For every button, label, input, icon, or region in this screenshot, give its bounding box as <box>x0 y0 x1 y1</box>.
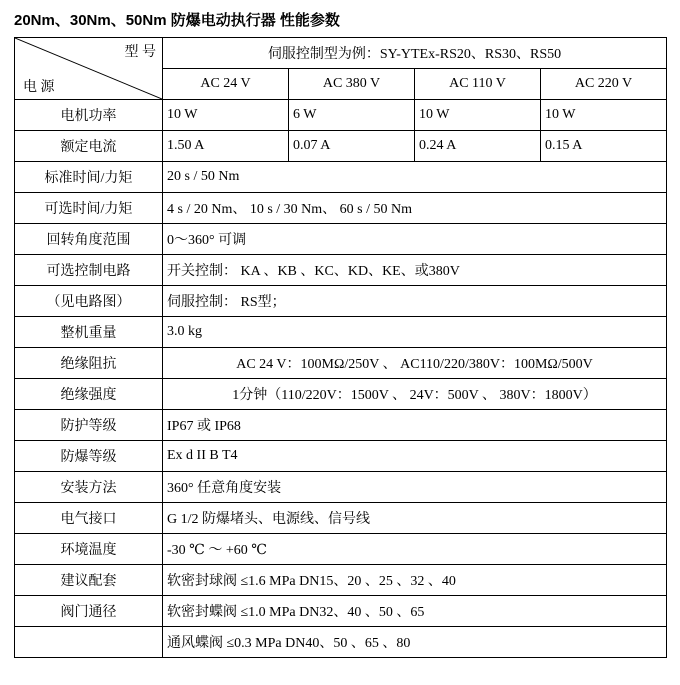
spec-table <box>14 37 667 658</box>
row-label-rotation-range: 回转角度范围 <box>15 224 163 255</box>
valve-label-line2: 阀门通径 <box>15 596 163 627</box>
insulation-strength-value: 1分钟（110/220V：1500V 、 24V：500V 、 380V：1800V） <box>163 379 667 410</box>
table-row-protection-level <box>15 410 667 441</box>
table-row-valve-3 <box>15 627 667 658</box>
motor-power-ac220: 10 W <box>541 100 667 131</box>
page-title: 20Nm、30Nm、50Nm 防爆电动执行器 性能参数 <box>14 12 340 29</box>
row-label-electrical-interface: 电气接口 <box>15 503 163 534</box>
row-label-insulation-resistance: 绝缘阻抗 <box>15 348 163 379</box>
voltage-header-3: AC 110 V <box>415 69 541 100</box>
row-label-optional-time: 可选时间/力矩 <box>15 193 163 224</box>
table-row-standard-time <box>15 162 667 193</box>
row-label-motor-power: 电机功率 <box>15 100 163 131</box>
table-row-valve-1 <box>15 565 667 596</box>
table-row-explosion-level <box>15 441 667 472</box>
table-row-rated-current <box>15 131 667 162</box>
corner-label-model: 型 号 <box>124 45 156 60</box>
table-row-header-model <box>15 38 667 69</box>
table-row-control-circuit-1 <box>15 255 667 286</box>
row-label-insulation-strength: 绝缘强度 <box>15 379 163 410</box>
table-row-insulation-strength <box>15 379 667 410</box>
valve-item-1: 软密封球阀 ≤1.6 MPa DN15、20 、25 、32 、40 <box>163 565 667 596</box>
row-label-weight: 整机重量 <box>15 317 163 348</box>
table-row-rotation-range <box>15 224 667 255</box>
valve-item-2: 软密封蝶阀 ≤1.0 MPa DN32、40 、50 、65 <box>163 596 667 627</box>
control-circuit-switch-value: 开关控制： KA 、KB 、KC、KD、KE、或380V <box>163 255 667 286</box>
motor-power-ac24: 10 W <box>163 100 289 131</box>
table-row-electrical-interface <box>15 503 667 534</box>
rated-current-ac110: 0.24 A <box>415 131 541 162</box>
rated-current-ac220: 0.15 A <box>541 131 667 162</box>
table-row-motor-power <box>15 100 667 131</box>
table-row-valve-2 <box>15 596 667 627</box>
electrical-interface-value: G 1/2 防爆堵头、电源线、信号线 <box>163 503 667 534</box>
row-label-ambient-temperature: 环境温度 <box>15 534 163 565</box>
table-row-insulation-resistance <box>15 348 667 379</box>
table-row-install-method <box>15 472 667 503</box>
motor-power-ac110: 10 W <box>415 100 541 131</box>
voltage-header-4: AC 220 V <box>541 69 667 100</box>
row-label-install-method: 安装方法 <box>15 472 163 503</box>
weight-value: 3.0 kg <box>163 317 667 348</box>
rated-current-ac380: 0.07 A <box>289 131 415 162</box>
optional-time-value: 4 s / 20 Nm、 10 s / 30 Nm、 60 s / 50 Nm <box>163 193 667 224</box>
table-row-weight <box>15 317 667 348</box>
corner-header-cell <box>15 38 163 100</box>
table-row-control-circuit-2 <box>15 286 667 317</box>
row-label-standard-time: 标准时间/力矩 <box>15 162 163 193</box>
rotation-range-value: 0～360° 可调 <box>163 224 667 255</box>
voltage-header-2: AC 380 V <box>289 69 415 100</box>
row-label-explosion-level: 防爆等级 <box>15 441 163 472</box>
row-label-circuit-diagram: （见电路图） <box>15 286 163 317</box>
valve-item-3: 通风蝶阀 ≤0.3 MPa DN40、50 、65 、80 <box>163 627 667 658</box>
table-row-optional-time <box>15 193 667 224</box>
voltage-header-1: AC 24 V <box>163 69 289 100</box>
motor-power-ac380: 6 W <box>289 100 415 131</box>
row-label-protection-level: 防护等级 <box>15 410 163 441</box>
row-label-control-circuit: 可选控制电路 <box>15 255 163 286</box>
explosion-level-value: Ex d II B T4 <box>163 441 667 472</box>
row-label-rated-current: 额定电流 <box>15 131 163 162</box>
install-method-value: 360° 任意角度安装 <box>163 472 667 503</box>
standard-time-value: 20 s / 50 Nm <box>163 162 667 193</box>
valve-label-line1: 建议配套 <box>15 565 163 596</box>
table-row-ambient-temperature <box>15 534 667 565</box>
control-circuit-servo-value: 伺服控制： RS型； <box>163 286 667 317</box>
rated-current-ac24: 1.50 A <box>163 131 289 162</box>
corner-label-power: 电 源 <box>23 80 55 95</box>
valve-label-empty <box>15 627 163 658</box>
ambient-temperature-value: -30 ℃ ～ +60 ℃ <box>163 534 667 565</box>
protection-level-value: IP67 或 IP68 <box>163 410 667 441</box>
insulation-resistance-value: AC 24 V：100MΩ/250V 、 AC110/220/380V：100MΩ/500V <box>163 348 667 379</box>
model-example-header: 伺服控制型为例：SY-YTEx-RS20、RS30、RS50 <box>163 38 667 69</box>
